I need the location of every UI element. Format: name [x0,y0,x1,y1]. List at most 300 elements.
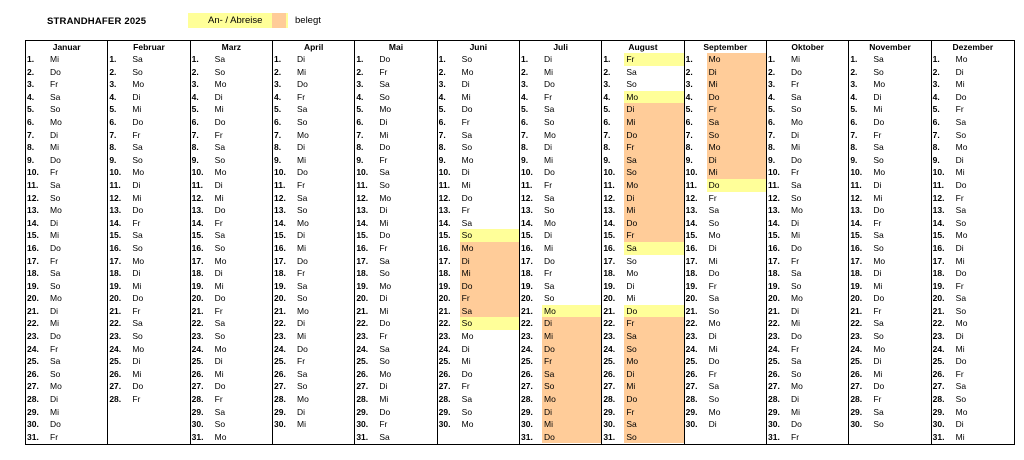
day-row [273,380,354,393]
weekday-label: Di [461,343,470,354]
weekday-label: Fr [542,355,601,368]
weekday-label: Di [297,230,306,241]
day-number: 18. [521,268,533,279]
day-number: 30. [356,419,369,430]
day-number: 9. [932,154,940,165]
day-number: 21. [356,305,369,316]
day-row [273,116,354,129]
day-row [438,141,519,154]
day-row [108,141,189,154]
day-row [602,255,683,268]
day-number: 4. [27,91,35,102]
day-row [685,229,766,242]
day-row [932,192,1014,205]
day-row [273,229,354,242]
day-row [849,368,930,381]
day-row [355,204,436,217]
day-number: 20. [27,293,39,304]
day-row [685,179,766,192]
weekday-label: So [955,129,967,140]
day-number: 3. [191,79,199,90]
day-number: 23. [274,331,286,342]
day-number: 23. [27,331,39,342]
weekday-label: So [791,368,802,379]
day-row [849,317,930,330]
weekday-label: Do [460,280,519,293]
day-row [191,368,272,381]
day-row [932,217,1014,230]
weekday-label: Mo [791,381,803,392]
weekday-label: Mi [955,431,965,442]
weekday-label: Do [379,230,391,241]
weekday-label: Di [132,179,141,190]
day-number: 8. [27,142,35,153]
day-row [438,305,519,318]
day-number: 15. [356,230,369,241]
day-row [685,78,766,91]
weekday-label: Mi [791,54,800,64]
day-row [108,280,189,293]
day-number: 22. [932,318,945,329]
day-row [191,91,272,104]
weekday-label: Fr [50,343,59,354]
weekday-label: Mi [50,142,59,153]
day-number: 24. [109,343,122,354]
weekday-label: Mi [214,368,224,379]
weekday-label: Di [50,129,59,140]
day-row [108,355,189,368]
day-number: 27. [932,381,945,392]
day-number: 27. [685,381,698,392]
day-row [932,166,1014,179]
day-row [273,305,354,318]
day-number: 13. [603,205,616,216]
day-number: 9. [356,154,364,165]
day-row [520,406,601,419]
weekday-label: So [297,116,308,127]
weekday-label: So [461,142,473,153]
weekday-label: Di [791,129,800,140]
day-row [191,204,272,217]
day-number: 1. [932,54,940,64]
day-number: 25. [27,356,39,367]
day-row [520,53,601,66]
day-row [26,166,107,179]
weekday-label: So [297,381,308,392]
day-row [355,292,436,305]
day-row [26,368,107,381]
day-number: 3. [109,79,117,90]
weekday-label: Mi [297,66,306,77]
day-row [602,66,683,79]
day-row [26,355,107,368]
day-number: 29. [438,406,451,417]
day-row [685,129,766,142]
day-number: 26. [521,368,533,379]
day-row [273,141,354,154]
weekday-label: Sa [791,91,802,102]
day-number: 10. [850,167,863,178]
day-row [355,103,436,116]
weekday-label: Do [461,192,473,203]
month-column-dezember [932,41,1014,444]
weekday-label: So [708,305,720,316]
day-row [602,204,683,217]
day-number: 14. [109,217,122,228]
day-row [108,217,189,230]
month-name: Oktober [791,42,824,52]
day-number: 22. [603,318,616,329]
day-number: 15. [109,230,122,241]
day-row [685,204,766,217]
weekday-label: Sa [955,293,967,304]
day-number: 23. [603,331,616,342]
day-row [602,267,683,280]
weekday-label: Di [624,103,683,116]
day-number: 25. [685,356,698,367]
day-number: 20. [274,293,286,304]
weekday-label: Mi [297,154,306,165]
weekday-label: Mi [132,192,142,203]
weekday-label: Mi [707,78,766,91]
day-number: 4. [274,91,282,102]
day-number: 26. [27,368,39,379]
day-row [520,317,601,330]
day-row [849,330,930,343]
weekday-label: Sa [50,268,61,279]
day-number: 9. [27,154,35,165]
day-row [108,418,189,431]
day-row [849,229,930,242]
day-row [520,393,601,406]
weekday-label: So [132,331,143,342]
weekday-label: Mi [708,343,718,354]
day-row [520,343,601,356]
day-row [520,141,601,154]
day-row [438,330,519,343]
weekday-label: Mi [544,242,553,253]
day-number: 2. [274,66,282,77]
day-row [273,217,354,230]
weekday-label: So [626,255,637,266]
weekday-label: Di [626,280,635,291]
weekday-label: Sa [873,318,884,329]
day-row [273,192,354,205]
day-number: 16. [603,242,616,253]
day-row [685,154,766,167]
weekday-label: Sa [624,418,683,431]
day-row [685,330,766,343]
day-number: 23. [685,331,698,342]
day-number: 19. [356,280,369,291]
day-number: 8. [685,142,693,153]
day-row [767,166,848,179]
weekday-label: Do [544,79,555,90]
day-row [767,179,848,192]
weekday-label: So [50,280,61,291]
weekday-label: Sa [297,192,308,203]
day-row [520,116,601,129]
weekday-label: Sa [460,305,519,318]
weekday-label: Mo [708,318,721,329]
day-row [191,166,272,179]
weekday-label: Do [297,79,308,90]
day-row [191,154,272,167]
day-number: 24. [274,343,286,354]
day-number: 5. [850,104,858,115]
weekday-label: Fr [50,431,59,442]
weekday-label: Fr [873,394,882,405]
weekday-label: Sa [214,142,226,153]
day-number: 30. [191,419,204,430]
weekday-label: Fr [132,394,141,405]
weekday-label: Do [214,381,226,392]
day-number: 3. [438,79,446,90]
weekday-label: Fr [379,419,388,430]
day-row [685,431,766,444]
weekday-label: So [791,280,802,291]
weekday-label: Mo [297,129,309,140]
day-number: 4. [438,91,446,102]
day-row [108,192,189,205]
day-row [108,317,189,330]
weekday-label: Mi [542,418,601,431]
day-row [520,330,601,343]
day-row [26,317,107,330]
weekday-label: Sa [297,368,308,379]
day-row [438,368,519,381]
day-row [438,66,519,79]
day-number: 21. [685,305,698,316]
day-number: 15. [932,230,945,241]
day-number: 29. [27,406,39,417]
day-row [602,368,683,381]
day-number: 14. [850,217,863,228]
weekday-label: Mi [544,66,553,77]
weekday-label: Di [955,331,964,342]
weekday-label: Sa [214,54,226,64]
day-row [438,292,519,305]
weekday-label: Do [708,356,720,367]
day-number: 21. [27,305,39,316]
weekday-label: Fr [624,406,683,419]
day-number: 16. [191,242,204,253]
day-row [438,317,519,330]
day-number: 15. [685,230,698,241]
day-row [355,66,436,79]
day-row [520,103,601,116]
day-row [355,305,436,318]
day-number: 4. [603,91,611,102]
day-number: 18. [685,268,698,279]
day-row [849,380,930,393]
weekday-label: Sa [873,142,884,153]
day-row [108,330,189,343]
weekday-label: Mo [626,268,639,279]
day-row [355,418,436,431]
day-row [108,179,189,192]
day-row [26,305,107,318]
day-number: 24. [438,343,451,354]
weekday-label: Di [297,54,306,64]
day-row [602,179,683,192]
day-row [685,406,766,419]
weekday-label: Di [544,142,553,153]
day-row [273,406,354,419]
day-row [520,204,601,217]
weekday-label: Sa [461,217,473,228]
weekday-label: Di [461,167,470,178]
weekday-label: Mi [873,104,883,115]
weekday-label: Do [624,305,683,318]
weekday-label: Mo [132,343,145,354]
weekday-label: So [873,242,884,253]
weekday-label: So [297,293,308,304]
weekday-label: Fr [50,79,59,90]
day-number: 7. [109,129,117,140]
day-row [191,141,272,154]
weekday-label: Mi [132,104,142,115]
weekday-label: Di [708,419,717,430]
day-row [191,292,272,305]
day-row [685,393,766,406]
day-number: 19. [932,280,945,291]
weekday-label: Mo [955,230,968,241]
weekday-label: Fr [132,217,141,228]
day-number: 10. [109,167,122,178]
day-row [685,368,766,381]
day-number: 19. [27,280,39,291]
day-row [932,380,1014,393]
weekday-label: So [379,356,390,367]
day-number: 22. [768,318,780,329]
day-row [932,317,1014,330]
day-number: 26. [438,368,451,379]
weekday-label: So [707,129,766,142]
day-number: 11. [521,179,533,190]
day-row [26,280,107,293]
day-row [932,229,1014,242]
weekday-label: So [873,331,884,342]
day-number: 22. [27,318,39,329]
weekday-label: Sa [542,368,601,381]
day-number: 5. [521,104,529,115]
day-row [273,91,354,104]
day-row [602,317,683,330]
day-number: 6. [603,116,611,127]
weekday-label: Mi [791,230,800,241]
weekday-label: So [50,368,61,379]
day-number: 6. [109,116,117,127]
month-name: April [303,42,324,52]
day-row [26,292,107,305]
day-row [438,406,519,419]
weekday-label: Sa [955,116,967,127]
day-row [191,217,272,230]
weekday-label: Do [379,318,391,329]
weekday-label: Mo [214,255,227,266]
weekday-label: Di [708,242,717,253]
weekday-label: Di [214,91,223,102]
day-number: 2. [850,66,858,77]
day-number: 5. [274,104,282,115]
day-row [26,154,107,167]
weekday-label: Mo [542,305,601,318]
day-row [932,355,1014,368]
day-row [685,166,766,179]
day-number: 22. [356,318,369,329]
day-number: 29. [274,406,286,417]
day-row [108,255,189,268]
day-number: 30. [932,419,945,430]
day-number: 19. [438,280,451,291]
weekday-label: Sa [214,318,226,329]
day-row [438,192,519,205]
day-row [191,229,272,242]
weekday-label: Fr [624,141,683,154]
weekday-label: So [297,205,308,216]
day-row [273,330,354,343]
day-row [520,280,601,293]
day-number: 7. [603,129,611,140]
day-row [191,53,272,66]
day-number: 1. [521,54,529,64]
day-number: 19. [521,280,533,291]
day-number: 11. [438,179,451,190]
day-row [438,103,519,116]
day-number: 9. [521,154,529,165]
day-row [602,103,683,116]
weekday-label: Di [624,368,683,381]
day-row [767,116,848,129]
day-number: 17. [932,255,945,266]
weekday-label: Fr [379,154,388,165]
day-row [849,166,930,179]
day-number: 28. [191,394,204,405]
day-number: 31. [603,431,616,442]
day-number: 31. [932,431,945,442]
day-number: 20. [356,293,369,304]
day-number: 16. [274,242,286,253]
weekday-label: Do [624,129,683,142]
day-number: 26. [768,368,780,379]
day-row [932,242,1014,255]
weekday-label: Di [955,154,964,165]
day-number: 14. [603,217,616,228]
weekday-label: Di [544,230,553,241]
weekday-label: Mo [379,104,392,115]
day-number: 13. [932,205,945,216]
weekday-label: Di [132,91,141,102]
day-row [932,305,1014,318]
weekday-label: Di [873,91,882,102]
day-number: 18. [438,268,451,279]
day-row [932,204,1014,217]
day-number: 13. [274,205,286,216]
month-column-april [273,41,355,444]
weekday-label: So [460,229,519,242]
day-row [767,229,848,242]
day-row [849,355,930,368]
weekday-label: Di [791,394,800,405]
day-number: 16. [521,242,533,253]
day-number: 8. [438,142,446,153]
weekday-label: So [214,154,226,165]
weekday-label: Mo [708,230,721,241]
weekday-label: Sa [626,66,637,77]
weekday-label: Mo [214,431,227,442]
day-row [355,255,436,268]
